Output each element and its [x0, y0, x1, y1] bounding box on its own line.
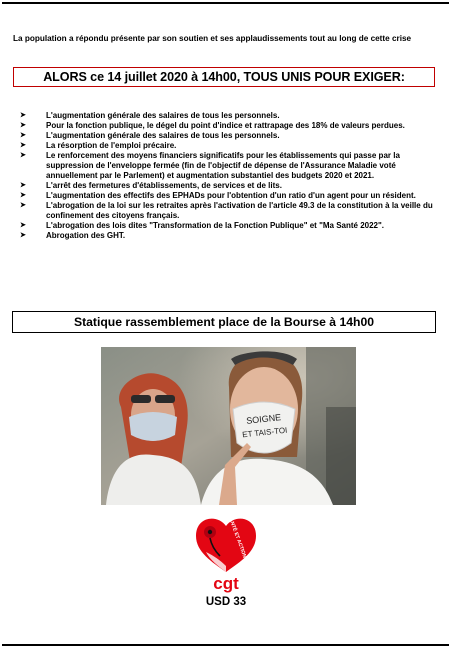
list-item: ➤ L'augmentation générale des salaires de tous les personnels.	[20, 111, 280, 120]
arrow-bullet-icon: ➤	[20, 142, 26, 149]
mask-text-top: SOIGNE	[245, 412, 282, 426]
list-item: ➤ La résorption de l'emploi précaire.	[20, 141, 177, 150]
list-item: ➤ L'abrogation des lois dites "Transformation de la Fonction Publique" et "Ma Santé 2022".	[20, 221, 385, 230]
arrow-bullet-icon: ➤	[20, 202, 26, 209]
arrow-bullet-icon: ➤	[20, 232, 26, 239]
list-item: ➤ L'arrêt des fermetures d'établissements, de services et de lits.	[20, 181, 282, 190]
arrow-bullet-icon: ➤	[20, 182, 26, 189]
arrow-bullet-icon: ➤	[20, 132, 26, 139]
intro-text: La population a répondu présente par son soutien et ses applaudissements tout au long de cette crise	[13, 34, 412, 43]
bottom-rule	[2, 644, 449, 646]
list-item: ➤ L'augmentation générale des salaires de tous les personnels.	[20, 131, 280, 140]
top-rule	[2, 2, 449, 4]
list-item: ➤ Pour la fonction publique, le dégel du point d'indice et rattrapage des 18% de valeurs perdues.	[20, 121, 405, 130]
protest-photo	[101, 347, 356, 505]
headline-banner: ALORS ce 14 juillet 2020 à 14h00, TOUS UNIS POUR EXIGER:	[13, 67, 435, 87]
list-item: ➤ Abrogation des GHT.	[20, 231, 126, 240]
arrow-bullet-icon: ➤	[20, 122, 26, 129]
list-item: ➤ Le renforcement des moyens financiers significatifs pour les établissements qui passe par la suppression de l'enveloppe fermée (fin de l'objectif de dépense de l'Assurance Maladie voté annuellement par le Parlement) et augmentation substantiel des budgets 2020 et 2021.	[20, 151, 400, 180]
cgt-logo	[190, 514, 262, 594]
arrow-bullet-icon: ➤	[20, 222, 26, 229]
demands-list	[20, 111, 435, 241]
logo-brand-text: cgt	[213, 574, 239, 593]
rally-banner: Statique rassemblement place de la Bourse à 14h00	[12, 311, 436, 333]
list-item: ➤ L'augmentation des effectifs des EPHADs pour l'obtention d'un ratio d'un agent pour un résident.	[20, 191, 416, 200]
mask-text-bottom: ET TAIS-TOI	[241, 425, 288, 440]
arrow-bullet-icon: ➤	[20, 152, 26, 159]
footer-label: USD 33	[205, 596, 247, 608]
arrow-bullet-icon: ➤	[20, 192, 26, 199]
logo-tagline: SANTÉ ET ACTION SOCIALE	[226, 514, 256, 581]
list-item: ➤ L'abrogation de la loi sur les retraites après l'activation de l'article 49.3 de la constitution à la veille du confinement des citoyens français.	[20, 201, 433, 220]
arrow-bullet-icon: ➤	[20, 112, 26, 119]
